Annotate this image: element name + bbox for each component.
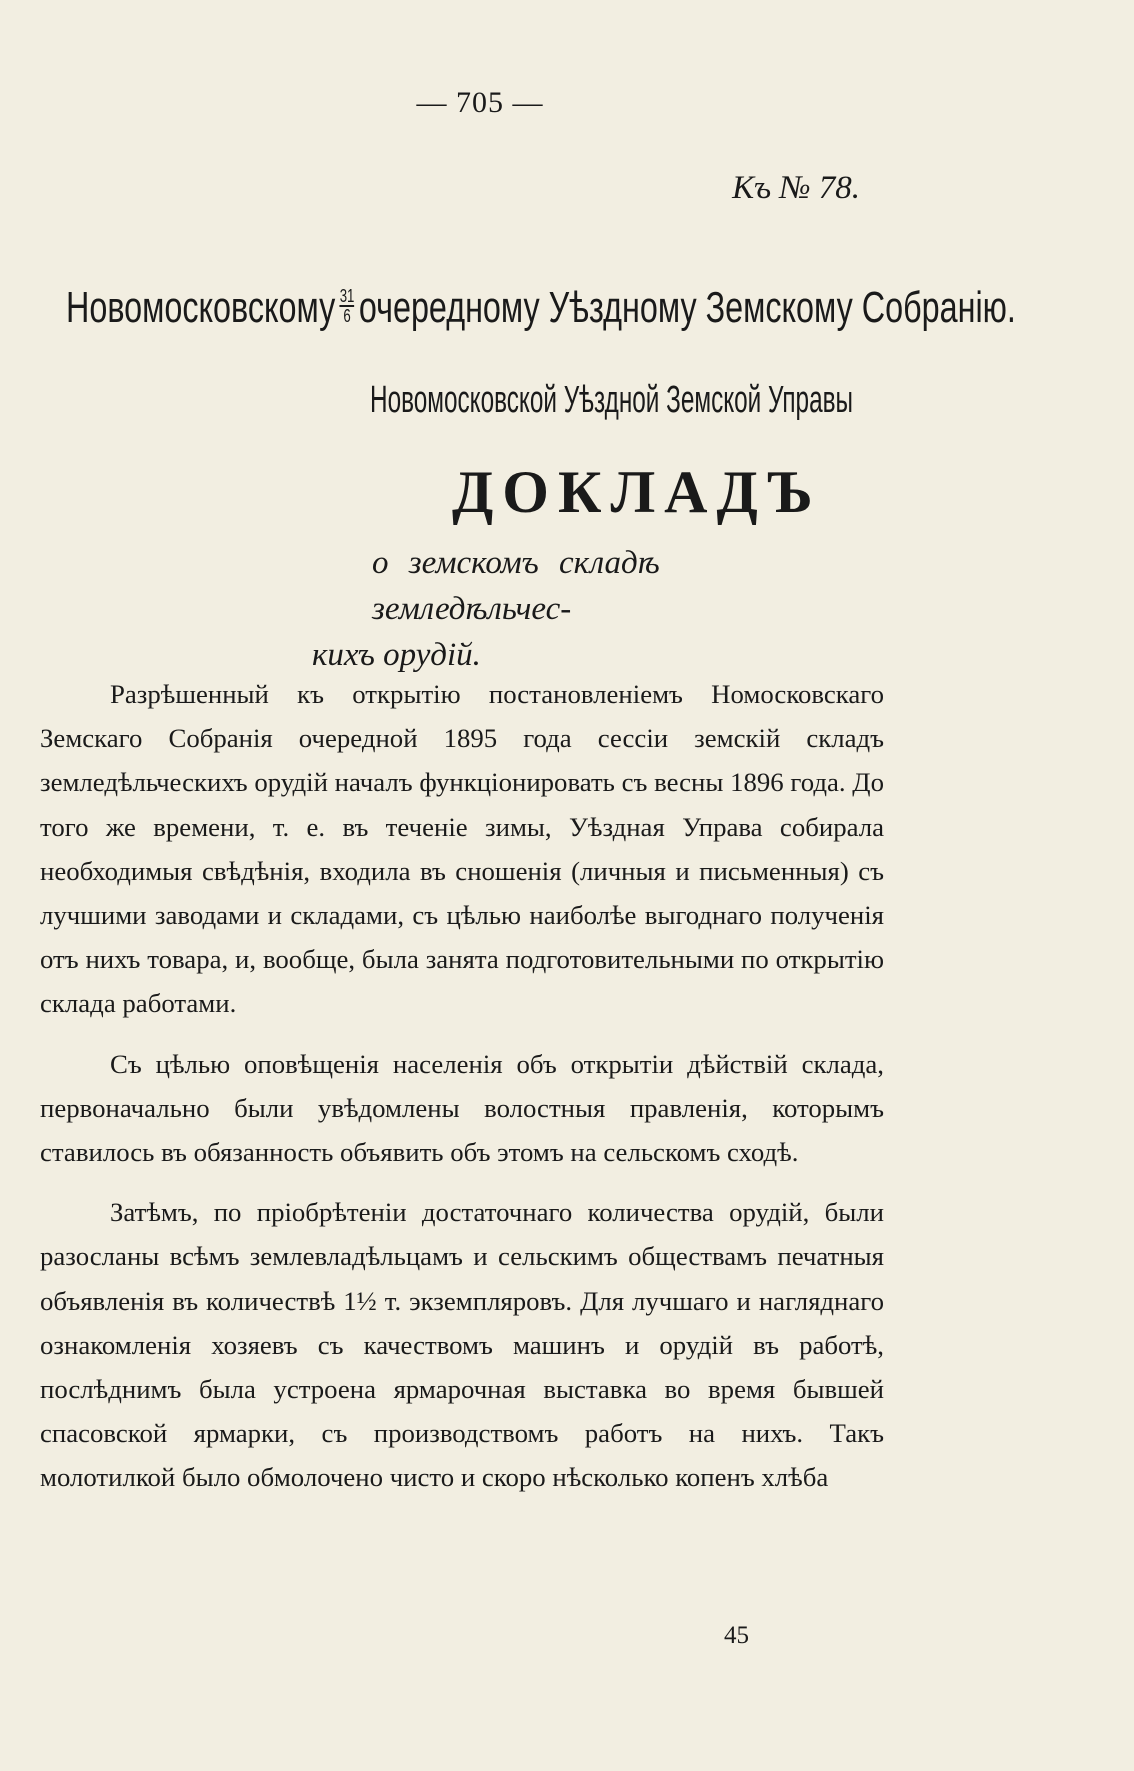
report-body	[40, 672, 884, 1516]
assembly-title-after: очередному Уѣздному Земскому Собранію.	[358, 283, 1016, 332]
uprava-title: Новомосковской Уѣздной Земской Управы	[370, 379, 854, 421]
paragraph-2: Съ цѣлью оповѣщенія населенія объ открытіи дѣйствій склада, первоначально были увѣдомлены волостныя правленія, которымъ ставилось въ обязанность объявить объ этомъ на сельскомъ сходѣ.	[40, 1048, 884, 1168]
sheet-signature-number: 45	[724, 1622, 749, 1649]
session-fraction	[340, 287, 355, 325]
paragraph-3: Затѣмъ, по пріобрѣтеніи достаточнаго количества орудій, были разосланы всѣмъ землевладѣльцамъ и сельскимъ обществамъ печатныя объявленія въ количествѣ 1½ т. экземпляровъ. Для лучшаго и нагляднаго ознакомленія хозяевъ съ качествомъ машинъ и орудій въ работѣ, послѣднимъ была устроена ярмарочная выставка во время бывшей спасовской ярмарки, съ производствомъ работъ на нихъ. Такъ молотилкой было обмолочено чисто и скоро нѣсколько копенъ хлѣба	[40, 1197, 884, 1493]
report-subtitle	[312, 540, 872, 678]
assembly-title-before: Новомосковскому	[66, 283, 336, 332]
paragraph-1: Разрѣшенный къ открытію постановленіемъ Номосковскаго Земскаго Собранія очередной 1895 года сессіи земскій складъ земледѣльческихъ орудій началъ функціонировать съ весны 1896 года. До того же времени, т. е. въ теченіе зимы, Уѣздная Управа собирала необходимыя свѣдѣнія, входила въ сношенія (личныя и письменныя) съ лучшими заводами и складами, съ цѣлью наиболѣе выгоднаго полученія отъ нихъ товара, и, вообще, была занята подготовительными по открытію склада работами.	[40, 679, 884, 1019]
fraction-bottom: 6	[340, 305, 355, 325]
page-number: — 705 —	[416, 86, 544, 119]
report-heading: ДОКЛАДЪ	[452, 459, 822, 525]
subtitle-line-1: о земскомъ складѣ земледѣльчес-	[372, 545, 660, 627]
reference-number: Къ № 78.	[732, 170, 860, 206]
subtitle-line-2: кихъ орудій.	[312, 637, 481, 673]
assembly-title	[66, 282, 1016, 334]
fraction-top: 31	[339, 286, 355, 307]
